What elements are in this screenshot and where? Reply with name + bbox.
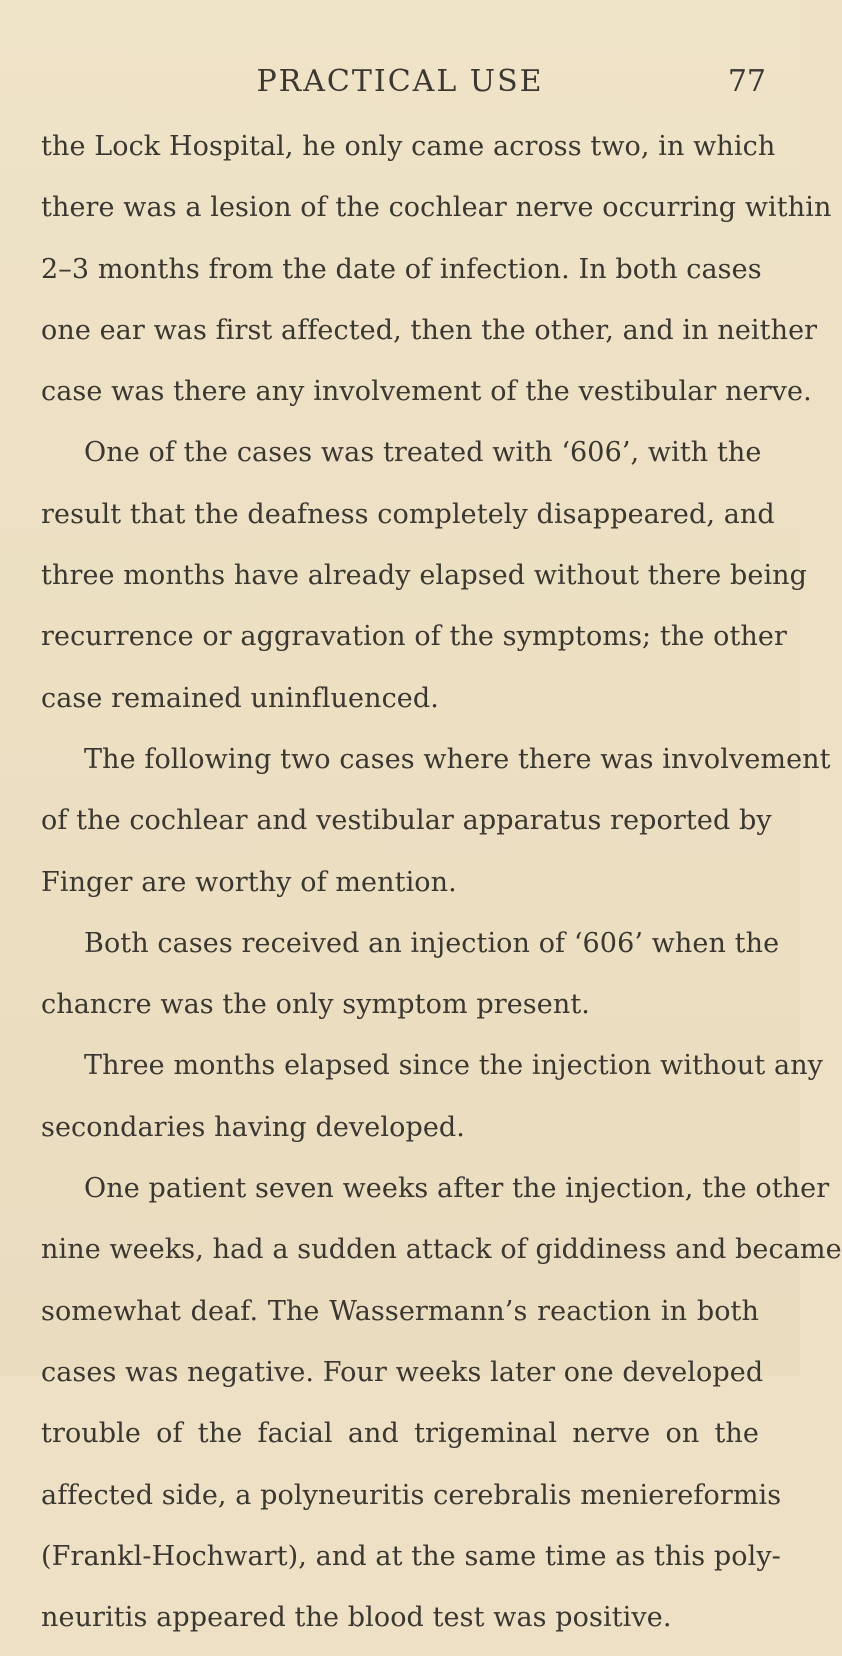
text-line: trouble of the facial and trigeminal nerve on the (41, 1418, 759, 1450)
text-line: chancre was the only symptom present. (41, 989, 590, 1021)
text-line: case was there any involvement of the vestibular nerve. (41, 376, 812, 408)
text-line: Finger are worthy of mention. (41, 866, 457, 898)
text-line: The following two cases where there was involvement (84, 743, 831, 775)
text-line: nine weeks, had a sudden attack of giddiness and became (41, 1234, 842, 1266)
text-line: the Lock Hospital, he only came across two, in which (41, 131, 776, 162)
text-line: there was a lesion of the cochlear nerve occurring within (41, 192, 832, 224)
page-number: 77 (727, 64, 766, 99)
text-line: cases was negative. Four weeks later one developed (41, 1356, 764, 1388)
text-line: Three months elapsed since the injection without any (84, 1050, 824, 1082)
text-line: One patient seven weeks after the injection, the other (84, 1173, 830, 1205)
text-line: secondaries having developed. (41, 1111, 465, 1143)
text-line: case remained uninfluenced. (41, 682, 439, 714)
text-line: neuritis appeared the blood test was positive. (41, 1602, 672, 1634)
text-line: three months have already elapsed without there being (41, 560, 808, 592)
text-line: result that the deafness completely disappeared, and (41, 498, 775, 530)
text-line: One of the cases was treated with ‘606’, with the (84, 437, 762, 469)
text-line: (Frankl-Hochwart), and at the same time as this poly- (41, 1540, 781, 1572)
running-title: PRACTICAL USE (256, 64, 544, 99)
text-line: Both cases received an injection of ‘606’ when the (84, 927, 780, 959)
text-line: of the cochlear and vestibular apparatus reported by (41, 805, 772, 837)
text-line: recurrence or aggravation of the symptoms; the other (41, 621, 787, 653)
text-line: 2–3 months from the date of infection. In both cases (41, 253, 762, 285)
text-line: somewhat deaf. The Wassermann’s reaction in both (41, 1295, 759, 1327)
body-text (41, 124, 842, 1656)
text-line: one ear was first affected, then the other, and in neither (41, 314, 818, 346)
running-head (0, 64, 800, 104)
text-line: affected side, a polyneuritis cerebralis meniereformis (41, 1479, 782, 1511)
